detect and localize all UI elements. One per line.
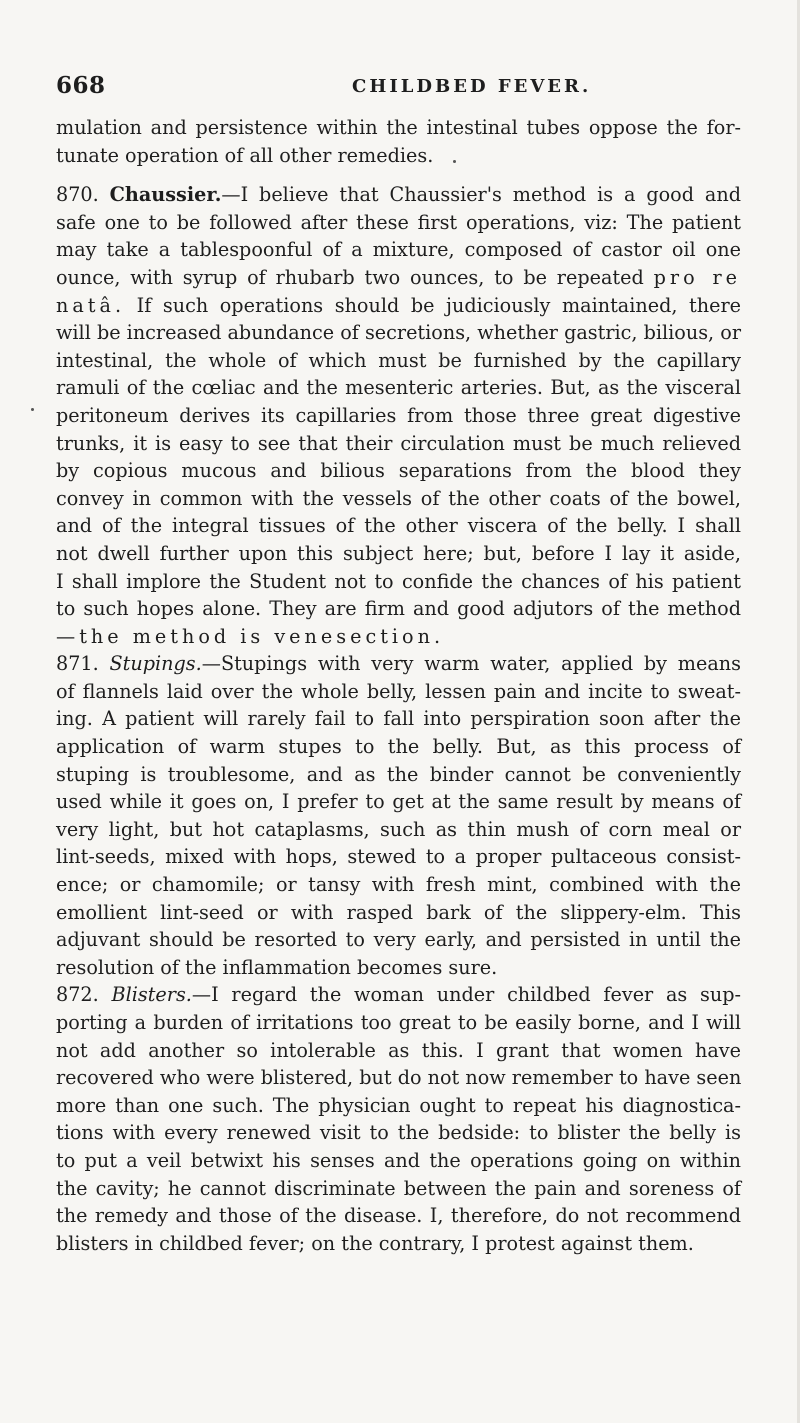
text-line: blisters in childbed fever; on the contrary, I protest against them. (56, 1231, 694, 1255)
text-line: very light, but hot cataplasms, such as thin mush of corn meal or (56, 817, 741, 841)
text-line (56, 292, 741, 320)
text-line: intestinal, the whole of which must be furnished by the capillary (56, 348, 741, 372)
text-line: porting a burden of irritations too great to be easily borne, and I will (56, 1011, 741, 1034)
text-run: —I regard the woman under childbed fever as sup- (191, 983, 741, 1007)
text-line: and of the integral tissues of the other viscera of the belly. I shall (56, 514, 741, 538)
text-run: ounce, with syrup of rhubarb two ounces, to be repeated (56, 265, 654, 289)
page-number: 668 (56, 72, 106, 99)
paragraph-870-first-line (56, 181, 741, 209)
text-line: ramuli of the cœliac and the mesenteric arteries. But, as the visceral (56, 376, 741, 400)
text-line: stuping is troublesome, and as the binder cannot be conveniently (56, 762, 741, 786)
spaced-latin-phrase: pro re (653, 265, 741, 289)
paragraph-871-first-line (56, 650, 741, 678)
text-line: trunks, it is easy to see that their circulation must be much relieved (56, 431, 741, 455)
text-line: adjuvant should be resorted to very early, and persisted in until the (56, 928, 741, 952)
text-line: I shall implore the Student not to confide the chances of his patient (56, 569, 741, 593)
text-line: ence; or chamomile; or tansy with fresh mint, combined with the (56, 873, 741, 897)
text-line: the remedy and those of the disease. I, therefore, do not recommend (56, 1204, 741, 1228)
section-number: 872. (56, 983, 112, 1007)
text-line: not add another so intolerable as this. I grant that women have (56, 1038, 741, 1062)
text-line: of flannels laid over the whole belly, lessen pain and incite to sweat- (56, 679, 741, 703)
paragraph-872-first-line (56, 981, 741, 1009)
text-line: the cavity; he cannot discriminate between the pain and soreness of (56, 1176, 741, 1200)
text-line (56, 623, 741, 651)
print-speck (453, 160, 456, 163)
section-number: 870. (56, 183, 110, 207)
text-line: safe one to be followed after these first operations, viz: The patient (56, 210, 741, 234)
text-line: application of warm stupes to the belly. But, as this process of (56, 735, 741, 759)
section-title-stupings: Stupings. (109, 652, 202, 676)
spaced-latin-phrase: natâ. (56, 293, 126, 317)
spaced-emphasis: —the method is venesection. (56, 624, 445, 648)
section-title-chaussier: Chaussier. (109, 183, 222, 207)
text-line: used while it goes on, I prefer to get at the same result by means of (56, 790, 741, 814)
text-line: by copious mucous and bilious separations from the blood they (56, 459, 741, 483)
text-run: —I believe that Chaussier's method is a good and (221, 183, 741, 207)
text-line (56, 264, 741, 292)
text-line: resolution of the inflammation becomes sure. (56, 955, 498, 979)
print-speck (31, 408, 34, 411)
text-line: not dwell further upon this subject here; but, before I lay it aside, (56, 541, 741, 565)
body-text (56, 114, 741, 1257)
text-line: tunate operation of all other remedies. (56, 143, 434, 167)
text-line: recovered who were blistered, but do not now remember to have seen (56, 1066, 742, 1090)
text-run: —Stupings with very warm water, applied by means (201, 652, 742, 676)
text-line: tions with every renewed visit to the bedside: to blister the belly is (56, 1121, 741, 1145)
text-line: will be increased abundance of secretions, whether gastric, bilious, or (56, 321, 741, 345)
page-header (56, 72, 736, 106)
text-line: convey in common with the vessels of the other coats of the bowel, (56, 486, 741, 510)
section-number: 871. (56, 652, 110, 676)
text-run: If such operations should be judiciously maintained, there (125, 293, 741, 317)
text-line: peritoneum derives its capillaries from those three great digestive (56, 403, 741, 427)
text-line: may take a tablespoonful of a mixture, composed of castor oil one (56, 238, 741, 262)
paragraph-gap (56, 169, 741, 181)
text-line: more than one such. The physician ought to repeat his diagnostica- (56, 1093, 741, 1117)
text-line: emollient lint-seed or with rasped bark of the slippery-elm. This (56, 900, 741, 924)
text-line: to put a veil betwixt his senses and the operations going on within (56, 1148, 741, 1172)
text-line: mulation and persistence within the intestinal tubes oppose the for- (56, 116, 741, 139)
text-line: ing. A patient will rarely fail to fall into perspiration soon after the (56, 707, 741, 731)
text-line: to such hopes alone. They are firm and good adjutors of the method (56, 597, 741, 621)
running-head: CHILDBED FEVER. (352, 76, 592, 97)
text-line: lint-seeds, mixed with hops, stewed to a proper pultaceous consist- (56, 845, 741, 869)
section-title-blisters: Blisters. (111, 983, 192, 1007)
